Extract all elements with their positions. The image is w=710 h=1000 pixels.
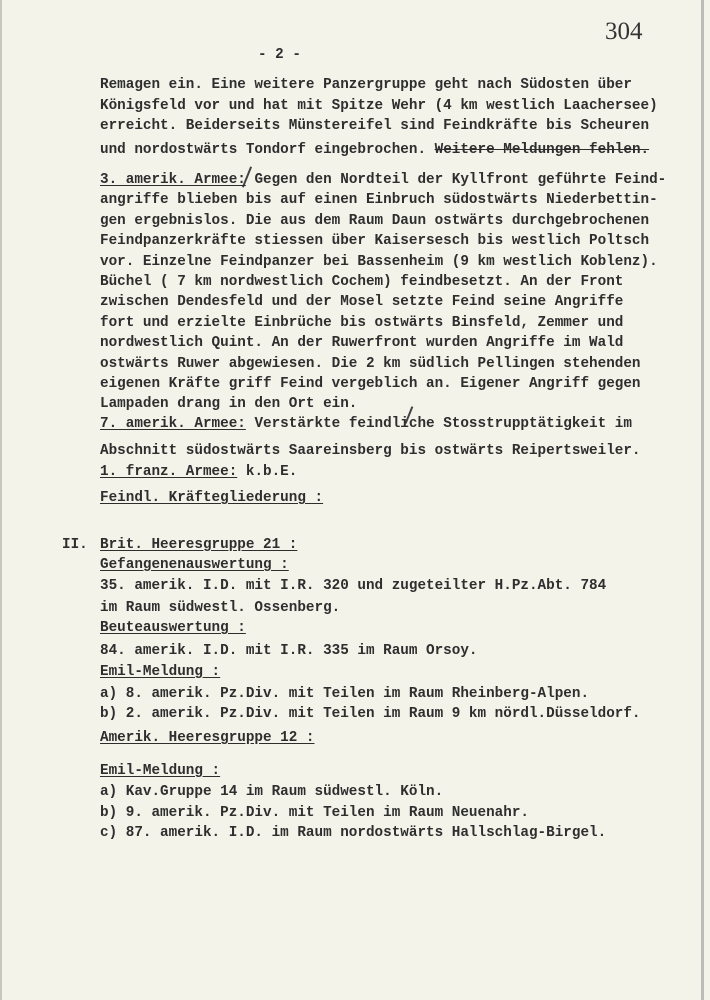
text-line [100, 489, 323, 507]
page-number-stamp: 304 [605, 18, 643, 45]
underlined-heading: 1. franz. Armee: [100, 464, 238, 480]
scan-left-edge [0, 0, 2, 1000]
text-line [100, 536, 297, 554]
text-segment: Remagen ein. Eine weitere Panzergruppe geht nach Südosten über [100, 77, 632, 93]
section-numeral: II. [62, 537, 88, 553]
text-line [100, 556, 289, 574]
page-header: - 2 - [258, 47, 301, 63]
text-segment: und nordostwärts Tondorf eingebrochen. [100, 142, 435, 158]
text-segment: nordwestlich Quint. An der Ruwerfront wurden Angriffe im Wald [100, 335, 624, 351]
text-segment: k.b.E. [237, 464, 298, 480]
text-segment: Lampaden drang in den Ort ein. [100, 396, 358, 412]
text-segment: angriffe blieben bis auf einen Einbruch südostwärts Niederbettin- [100, 192, 658, 208]
text-segment: erreicht. Beiderseits Münstereifel sind Feindkräfte bis Scheuren [100, 118, 650, 134]
text-line [100, 212, 649, 230]
text-segment: zwischen Dendesfeld und der Mosel setzte Feind seine Angriffe [100, 294, 624, 310]
text-segment: a) 8. amerik. Pz.Div. mit Teilen im Raum Rheinberg-Alpen. [100, 686, 590, 702]
text-segment: Gegen den Nordteil der Kyllfront geführte Feind- [245, 172, 667, 188]
underlined-heading: Amerik. Heeresgruppe 12 : [100, 730, 315, 746]
underlined-heading: 7. amerik. Armee: [100, 416, 246, 432]
underlined-heading: Emil-Meldung : [100, 664, 221, 680]
text-line [100, 599, 340, 617]
struck-text: Weitere Meldungen fehlen. [434, 142, 650, 158]
text-line [100, 273, 623, 291]
text-line [100, 191, 658, 209]
text-segment: 35. amerik. I.D. mit I.R. 320 und zugeteilter H.Pz.Abt. 784 [100, 578, 607, 594]
underlined-heading: Beuteauswertung : [100, 620, 246, 636]
text-segment: a) Kav.Gruppe 14 im Raum südwestl. Köln. [100, 784, 444, 800]
text-segment: fort und erzielte Einbrüche bis ostwärts Binsfeld, Zemmer und [100, 315, 624, 331]
scan-right-edge [701, 0, 704, 1000]
text-line [100, 442, 641, 460]
text-line [100, 334, 623, 352]
text-line [100, 804, 529, 822]
text-line [100, 395, 357, 413]
text-segment: gen ergebnislos. Die aus dem Raum Daun ostwärts durchgebrochenen [100, 213, 650, 229]
text-line [100, 97, 658, 115]
underlined-heading: Emil-Meldung : [100, 763, 221, 779]
text-segment: c) 87. amerik. I.D. im Raum nordostwärts Hallschlag-Birgel. [100, 825, 607, 841]
text-line [100, 783, 443, 801]
text-line [100, 762, 220, 780]
text-segment: im Raum südwestl. Ossenberg. [100, 600, 341, 616]
text-segment: Feindpanzerkräfte stiessen über Kaisersesch bis westlich Poltsch [100, 233, 650, 249]
text-segment: Verstärkte feindliche Stosstrupptätigkeit im [245, 416, 632, 432]
text-line [100, 463, 297, 481]
text-line [100, 253, 658, 271]
text-segment: 84. amerik. I.D. mit I.R. 335 im Raum Orsoy. [100, 643, 478, 659]
underlined-heading: 3. amerik. Armee: [100, 172, 246, 188]
text-segment: ostwärts Ruwer abgewiesen. Die 2 km südlich Pellingen stehenden [100, 356, 641, 372]
text-line [100, 705, 641, 723]
text-segment: b) 2. amerik. Pz.Div. mit Teilen im Raum 9 km nördl.Düsseldorf. [100, 706, 641, 722]
text-line [100, 171, 666, 189]
text-line [100, 117, 649, 135]
text-line [100, 577, 606, 595]
underlined-heading: Gefangenenauswertung : [100, 557, 289, 573]
text-segment: Königsfeld vor und hat mit Spitze Wehr (4 km westlich Laachersee) [100, 98, 658, 114]
text-line [100, 685, 589, 703]
text-line [100, 375, 641, 393]
text-line [100, 619, 246, 637]
text-line [100, 76, 632, 94]
underlined-heading: Brit. Heeresgruppe 21 : [100, 537, 298, 553]
text-line [100, 415, 632, 433]
text-segment: b) 9. amerik. Pz.Div. mit Teilen im Raum Neuenahr. [100, 805, 529, 821]
text-line [100, 293, 623, 311]
underlined-heading: Feindl. Kräftegliederung : [100, 490, 324, 506]
text-line [100, 642, 478, 660]
text-segment: vor. Einzelne Feindpanzer bei Bassenheim (9 km westlich Koblenz). [100, 254, 658, 270]
text-line [100, 141, 649, 159]
text-segment: Abschnitt südostwärts Saareinsberg bis ostwärts Reipertsweiler. [100, 443, 641, 459]
text-segment: Büchel ( 7 km nordwestlich Cochem) feindbesetzt. An der Front [100, 274, 624, 290]
text-line [100, 232, 649, 250]
text-line [100, 729, 315, 747]
text-line [100, 824, 606, 842]
text-line [100, 355, 641, 373]
text-line [100, 663, 220, 681]
text-line [100, 314, 623, 332]
text-segment: eigenen Kräfte griff Feind vergeblich an. Eigener Angriff gegen [100, 376, 641, 392]
